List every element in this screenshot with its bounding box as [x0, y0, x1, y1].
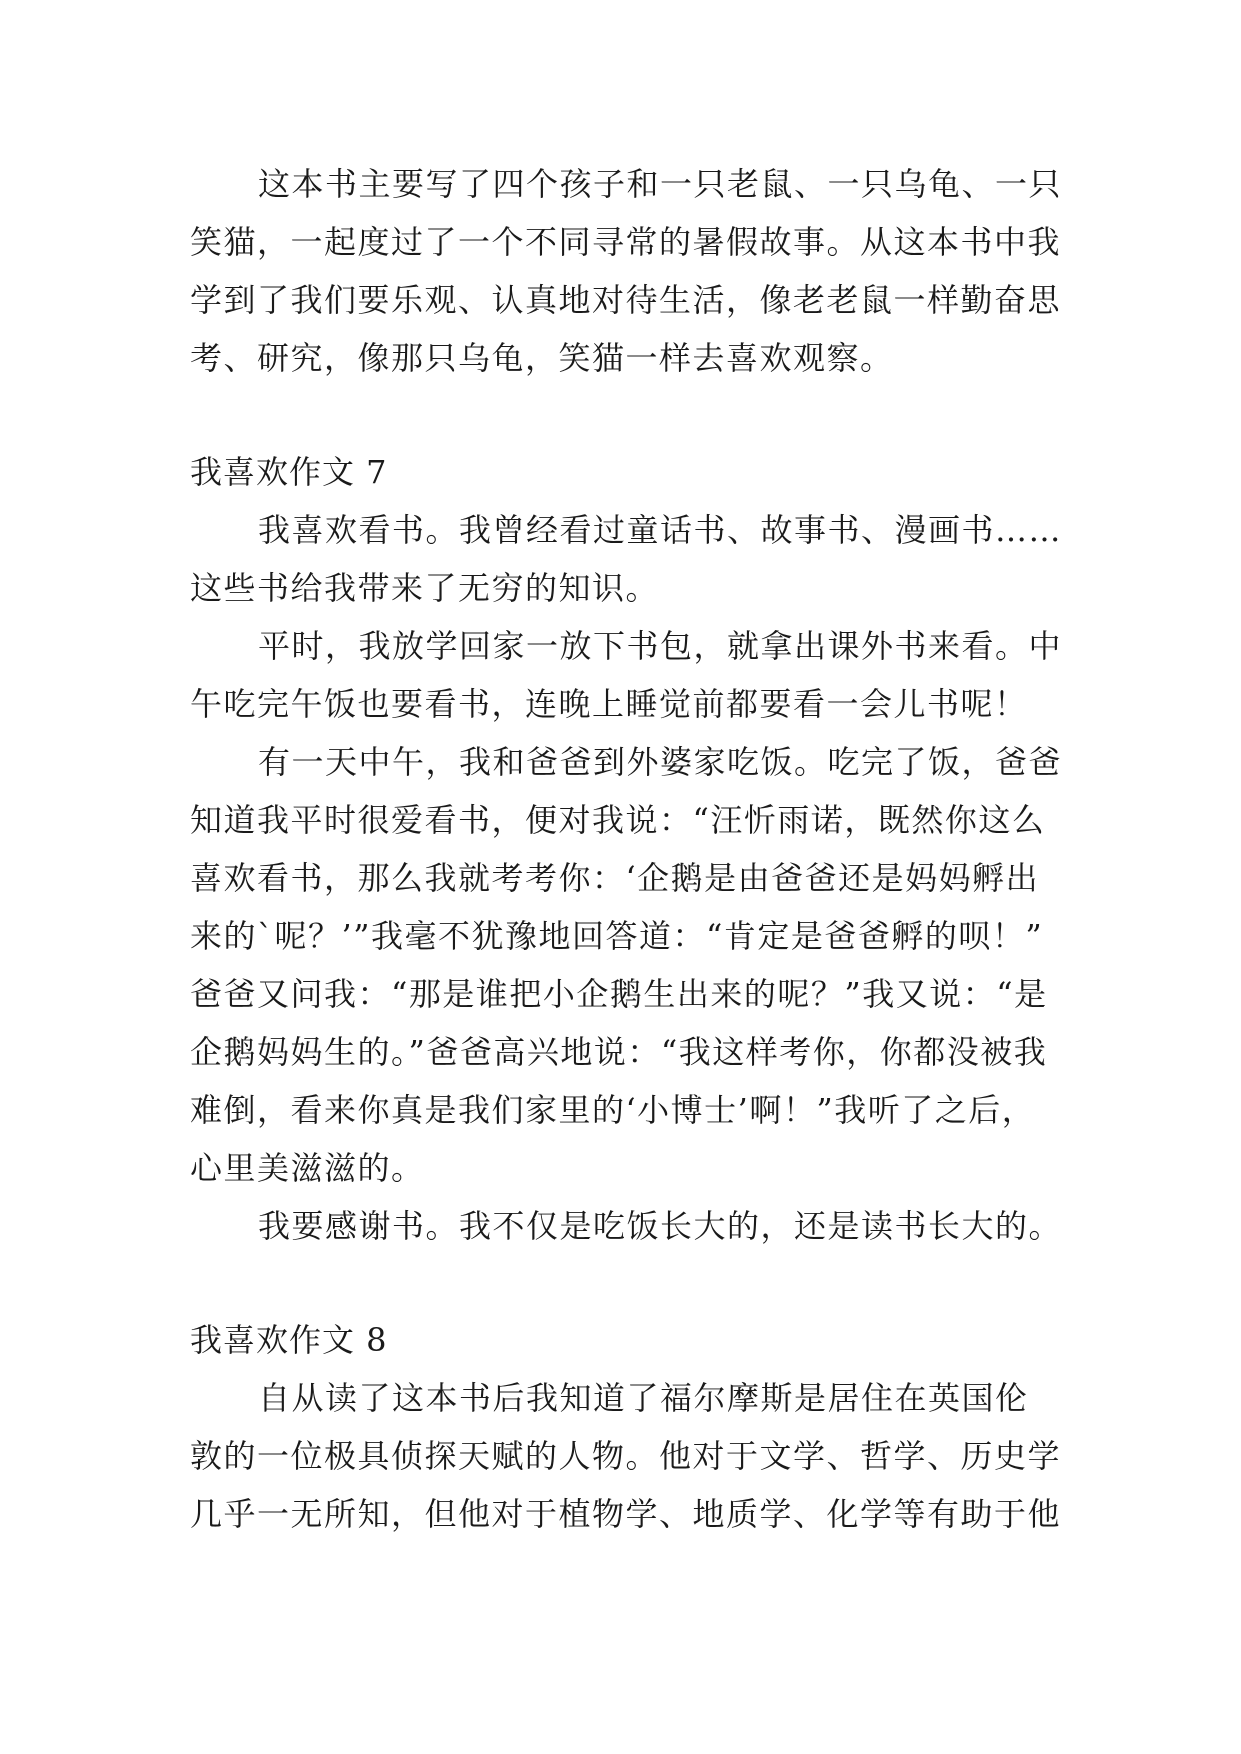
paragraph-line: 来的`呢？’”我毫不犹豫地回答道：“肯定是爸爸孵的呗！”	[190, 917, 1044, 955]
paragraph-line: 这本书主要写了四个孩子和一只老鼠、一只乌龟、一只	[258, 165, 1063, 203]
paragraph-line: 几乎一无所知，但他对于植物学、地质学、化学等有助于他	[190, 1495, 1062, 1533]
paragraph-line: 我要感谢书。我不仅是吃饭长大的，还是读书长大的。	[258, 1207, 1063, 1245]
paragraph-line: 喜欢看书，那么我就考考你：‘企鹅是由爸爸还是妈妈孵出	[190, 859, 1040, 897]
paragraph-line: 平时，我放学回家一放下书包，就拿出课外书来看。中	[258, 627, 1063, 665]
paragraph-line: 企鹅妈妈生的。”爸爸高兴地说：“我这样考你，你都没被我	[190, 1033, 1048, 1071]
section-heading: 我喜欢作文 7	[190, 453, 388, 491]
paragraph-line: 难倒，看来你真是我们家里的‘小博士’啊！”我听了之后，	[190, 1091, 1036, 1129]
paragraph-line: 心里美滋滋的。	[190, 1149, 425, 1187]
paragraph-line: 知道我平时很爱看书，便对我说：“汪忻雨诺，既然你这么	[190, 801, 1046, 839]
paragraph-line: 午吃完午饭也要看书，连晚上睡觉前都要看一会儿书呢！	[190, 685, 1028, 723]
paragraph-line: 我喜欢看书。我曾经看过童话书、故事书、漫画书……	[258, 511, 1063, 549]
paragraph-line: 有一天中午，我和爸爸到外婆家吃饭。吃完了饭，爸爸	[258, 743, 1063, 781]
paragraph-line: 自从读了这本书后我知道了福尔摩斯是居住在英国伦	[258, 1379, 1029, 1417]
paragraph-line: 学到了我们要乐观、认真地对待生活，像老老鼠一样勤奋思	[190, 281, 1062, 319]
section-heading: 我喜欢作文 8	[190, 1321, 388, 1359]
paragraph-line: 爸爸又问我：“那是谁把小企鹅生出来的呢？”我又说：“是	[190, 975, 1048, 1013]
paragraph-line: 这些书给我带来了无穷的知识。	[190, 569, 660, 607]
paragraph-line: 笑猫，一起度过了一个不同寻常的暑假故事。从这本书中我	[190, 223, 1062, 261]
paragraph-line: 敦的一位极具侦探天赋的人物。他对于文学、哲学、历史学	[190, 1437, 1062, 1475]
paragraph-line: 考、研究，像那只乌龟，笑猫一样去喜欢观察。	[190, 339, 894, 377]
